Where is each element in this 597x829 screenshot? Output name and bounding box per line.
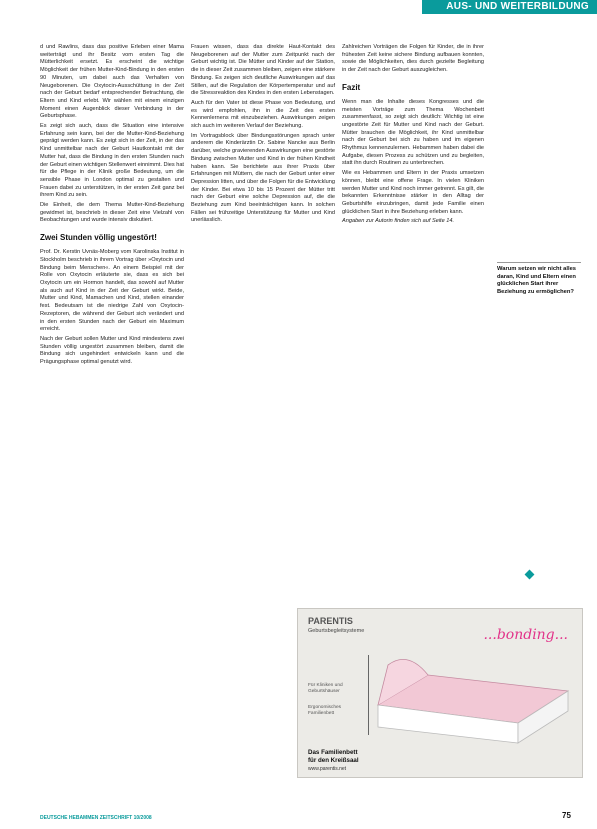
paragraph: Die Einheit, die dem Thema Mutter-Kind-Beziehung gewidmet ist, beschrieb in dieser Zeit eine Vielzahl von Beobachtungen und wurde intensiv diskutiert. [40,202,184,224]
ad-brand: PARENTIS [308,616,353,626]
paragraph: Im Vortragsblock über Bindungsstörungen sprach unter anderem die Kinderärztin Dr. Sabine Nancke aus Berlin darüber, welche gravierenden Auswirkungen eine gestörte Bindung zwischen Mutter und Kind in der frühen Kindheit haben kann. Sie berichtete aus ihrer Praxis über Erfahrungen mit Müttern, die nach der Geburt unter einer Depression litten, und über die Folgen für die Entwicklung der Kinder. Bei etwa 10 bis 15 Prozent der Mütter tritt nach der Geburt eine solche Depression auf, die die Beziehung zum Kind beeinträchtigen kann. In solchen Fällen sei frühzeitige Unterstützung für Mutter und Kind unerlässlich. [191,132,335,224]
paragraph: Nach der Geburt sollen Mutter und Kind mindestens zwei Stunden völlig ungestört zusammen bleiben, damit die Bindung sich ungehindert entwickeln kann und die Prägungsphase optimal genutzt wird. [40,335,184,366]
paragraph: Es zeigt sich auch, dass die Situation eine intensive Erfahrung sein kann, bei der die Mutter-Kind-Beziehung geprägt werden kann. Es zeigt sich in der Zeit, in der das Kind unmittelbar nach der Geburt Hautkontakt mit der Mutter hat, dass die Bindung in den ersten Stunden nach der Geburt einen wichtigen Stellenwert einnimmt. Dies hat für die Pflege in der Klinik große Bedeutung, um die sensible Phase in London optimal zu gestalten und Frauen dabei zu unterstützen, in der ersten Zeit ganz bei ihrem Kind zu sein. [40,123,184,199]
footer-journal [40,815,152,821]
column-1 [40,44,184,369]
paragraph: Prof. Dr. Kerstin Uvnäs-Moberg vom Karolinska Institut in Stockholm beschrieb in ihrem Vortrag über »Oxytocin und Bindung beim Menschen«. An einem Beispiel mit der Rolle von Oxytocin erläuterte sie, dass es sich bei Oxytocin um ein Hormon handelt, das sowohl auf Mutter als auch auf Kind in der Zeit der Geburt wirkt. Beide, Mutter und Kind, Mamachen und Kind, stellen einander fest. Bedeutsam ist die niedrige Zahl von Oxytocin-Rezeptoren, die während der Geburt sich verändert und in den ersten Stunden nach der Geburt ein Maximum erreicht. [40,249,184,333]
section-heading: Zwei Stunden völlig ungestört! [40,233,157,243]
divider [497,262,581,263]
author-note: Angaben zur Autorin finden sich auf Seite 14. [342,218,455,225]
pull-quote [497,260,581,296]
section-heading: Fazit [342,82,361,92]
ad-url[interactable]: www.parentis.net [308,766,347,772]
ad-tagline-line: für den Kreißsaal [308,756,359,764]
advertisement[interactable] [297,608,583,778]
bed-illustration [368,645,578,745]
ad-note: Für Kliniken und Geburtshäuser [308,683,343,694]
section-banner [422,0,597,14]
section-title: AUS- UND WEITERBILDUNG [446,1,589,12]
ad-tagline-line: Das Familienbett [308,749,358,756]
paragraph: d und Rawlins, dass das positive Erleben einer Mama weiterträgt und ihr Besitz vom ersten Tag die Mütterlichkeit ersetzt. Es erscheint die wichtige Möglichkeit der frühen Mutter-Kind-Bindung in den ersten 90 Minuten, um dabei auch das Verhalten von Neugeborenen. Die Oxytocin-Ausschüttung in der Zeit nach der Geburt bedarf entsprechender Betrachtung, die Eltern und Kind erlebt. Wir wählen mit einem einzigen Moment einen Augenblick dieser Verbindung in der Geburtsphase. [40,44,184,120]
column-2 [191,44,335,227]
paragraph: Zahlreichen Vorträgen die Folgen für Kinder, die in ihrer frühesten Zeit keine sichere Bindung aufbauen konnten, sowie die Möglichkeiten, dies durch gezielte Begleitung in der Zeit nach der Geburt auszugleichen. [342,44,484,74]
journal-name: DEUTSCHE HEBAMMEN ZEITSCHRIFT 10/2008 [40,815,152,821]
column-3 [342,44,484,228]
pull-quote-text: Warum setzen wir nicht alles daran, Kind und Eltern einen glücklichen Start ihrer Beziehung zu ermöglichen? [497,266,577,295]
paragraph: Wenn man die Inhalte dieses Kongresses und die meisten Vorträge zum Thema Wochenbett zusammenfasst, so zeigt sich deutlich: Wichtig ist eine ungestörte Zeit für Mutter und Kind nach der Geburt. Mütter brauchen die Möglichkeit, ihr Kind unmittelbar nach der Geburt bei sich zu haben und im eigenen Rhythmus kennenzulernen. Hebammen haben dabei die Aufgabe, diesen Prozess zu schützen und zu begleiten, statt ihn durch Routinen zu unterbrechen. [342,98,484,167]
ad-slogan: ...bonding... [483,627,568,643]
ad-note: Ergonomisches Familienbett [308,705,342,716]
ad-tagline [308,749,359,764]
ad-subtitle: Geburtsbegleitsysteme [308,628,365,634]
paragraph: Frauen wissen, dass das direkte Haut-Kontakt des Neugeborenen auf der Mutter zum Zeitpunkt nach der Geburt wichtig ist. Die Mütter und Kinder auf der Station, die in dieser Zeit zusammen bleiben, zeigen eine stärkere Bindung. Es zeigen sich deutliche Auswirkungen auf das Stillen, auf die Regulation der Körpertemperatur und auf die Stressreaktion des Kindes in den ersten Lebenstagen. [191,44,335,97]
page-number: 75 [562,811,571,820]
paragraph: Wie es Hebammen und Eltern in der Praxis umsetzen können, bleibt eine offene Frage. In vielen Kliniken werden Mutter und Kind noch immer getrennt. Es gilt, die bekannten Erkenntnisse stärker in den Alltag der Geburtshilfe einzubringen, damit jede Familie einen glücklichen Start in ihre Beziehung erleben kann. [342,170,484,215]
end-mark-icon [525,570,535,580]
paragraph: Auch für den Vater ist diese Phase von Bedeutung, und es wird empfohlen, ihn in die Zeit des ersten Kennenlernens mit einzubeziehen. Auswirkungen zeigen sich auch im weiteren Verlauf der Beziehung. [191,99,335,130]
